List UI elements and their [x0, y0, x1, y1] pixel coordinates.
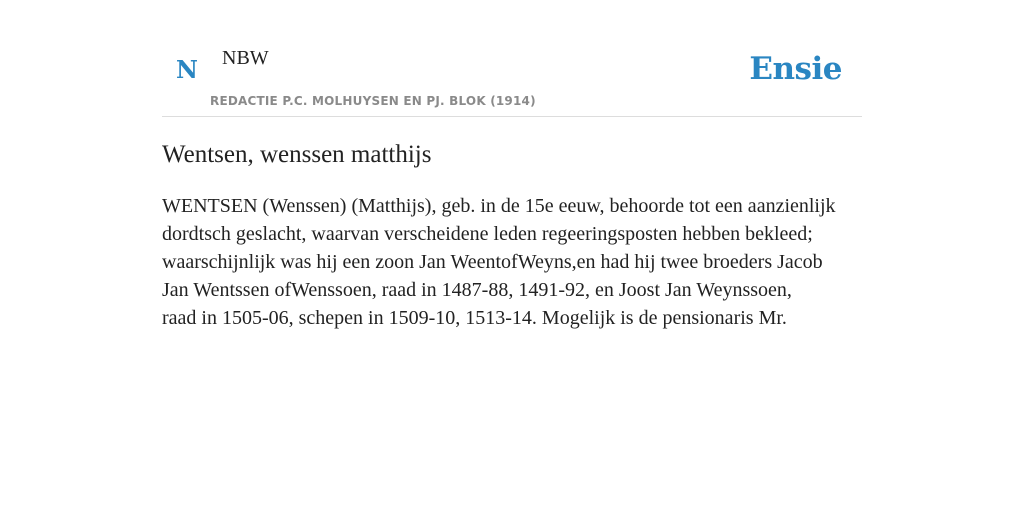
article-title: Wentsen, wenssen matthijs — [162, 141, 432, 168]
article-line: raad in 1505-06, schepen in 1509-10, 1513-14. Mogelijk is de pensionaris Mr. — [162, 307, 787, 329]
article-line: dordtsch geslacht, waarvan verscheidene leden regeeringsposten hebben bekleed; — [162, 223, 813, 245]
article-line: Jan Wentssen ofWenssoen, raad in 1487-88, 1491-92, en Joost Jan Weynssoen, — [162, 279, 792, 301]
source-logo[interactable]: N — [176, 55, 198, 84]
article-line: waarschijnlijk was hij een zoon Jan WeentofWeyns,en had hij twee broeders Jacob — [162, 251, 823, 273]
source-name[interactable]: NBW — [222, 47, 269, 69]
article-body — [162, 192, 862, 332]
source-editors: REDACTIE P.C. MOLHUYSEN EN PJ. BLOK (1914) — [210, 94, 536, 108]
article-line: WENTSEN (Wenssen) (Matthijs), geb. in de 15e eeuw, behoorde tot een aanzienlijk — [162, 195, 836, 217]
source-header — [162, 0, 862, 117]
brand-logo[interactable]: Ensie — [749, 51, 842, 87]
